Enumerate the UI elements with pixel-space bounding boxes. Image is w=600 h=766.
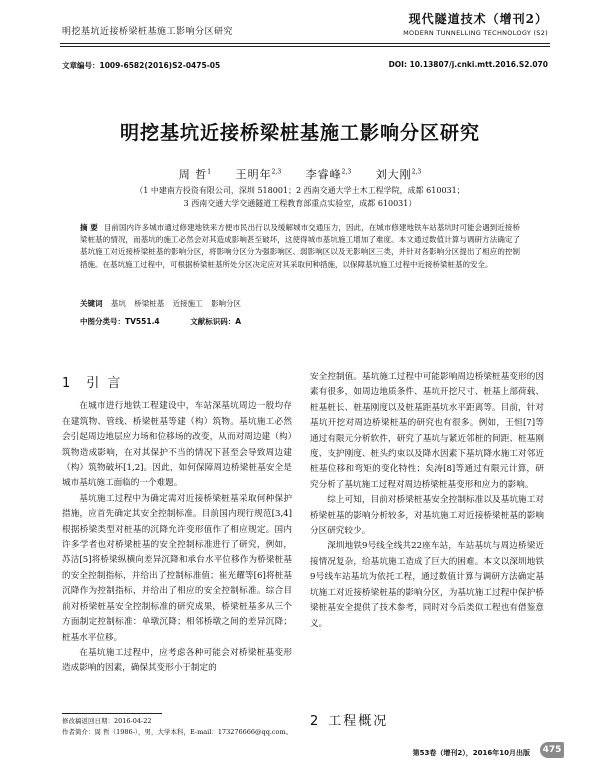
running-head	[0, 0, 600, 56]
abstract	[80, 222, 520, 271]
section-title: 引 言	[86, 376, 123, 391]
footnotes	[62, 716, 302, 738]
paragraph: 综上可知，目前对桥梁桩基安全控制标准以及基坑施工对桥梁桩基的影响分析较多，对基坑施工对近接桥梁桩基的影响分区研究较少。	[310, 495, 544, 537]
author: 李睿峰$^{2,3}$	[305, 168, 352, 181]
running-head-title: 明挖基坑近接桥梁桩基施工影响分区研究	[62, 27, 234, 37]
author: 周 哲$^1$	[178, 168, 212, 181]
section-heading	[62, 376, 292, 391]
section-number: 1	[62, 376, 73, 391]
article-ids	[62, 60, 548, 71]
section-title: 工程概况	[328, 714, 389, 729]
classification	[80, 316, 241, 327]
paragraph: 在基坑施工过程中，应考虑各种可能会对桥梁桩基变形造成影响的因素，确保其变形小于制定的	[62, 647, 292, 674]
paper-title: 明挖基坑近接桥梁桩基施工影响分区研究	[119, 122, 480, 144]
right-column	[310, 370, 544, 632]
header-rule	[60, 43, 550, 44]
volume-info: 第53卷（增刊2），2016年10月出版	[412, 749, 530, 757]
author: 王明年$^{2,3}$	[235, 168, 282, 181]
document-code: 文献标识码：A	[190, 317, 242, 326]
footnote-received: 修改稿返回日期：2016-04-22	[62, 717, 152, 725]
keyword: 桥梁桩基	[134, 299, 165, 308]
footnote-rule	[62, 713, 162, 714]
abstract-text: 目前国内许多城市通过修建地铁来方便市民出行以及缓解城市交通压力，因此，在城市修建地铁车站基坑时可能会遇到近接桥梁桩基的情况，而基坑的施工必然会对其造成影响甚至破坏，这使得城市基坑施工增加了难度。本文通过数值计算与调研方法确定了基坑施工对近接桥梁桩基的影响分区，将影响分区分为强影响区、弱影响区以及无影响区三类，并针对各影响分区提出了相应的控制措施。在基坑施工过程中，可根据桥梁桩基所处分区决定应对其采取何种措施，以保障基坑施工过程中近接桥梁桩基的安全。	[80, 223, 520, 269]
paragraph: 深圳地铁9号线全线共22座车站，车站基坑与周边桥梁近接情况复杂，给基坑施工造成了巨大的困难。本文以深圳地铁9号线车站基坑为依托工程，通过数值计算与调研方法确定基坑施工对近接桥梁桩基的影响分区，为基坑施工过程中保护桥梁桩基安全提供了技术参考，同时对今后类似工程也有借鉴意义。	[310, 541, 544, 629]
journal-name-en: MODERN TUNNELLING TECHNOLOGY (S2)	[403, 29, 548, 37]
paragraph: 在城市进行地铁工程建设中，车站深基坑周边一般均存在建筑物、管线、桥梁桩基等建（构）筑物。基坑施工必然会引起周边地层应力场和位移场的改变，从而对周边建（构）筑物造成影响，在对其保护不当的情况下甚至会导致周边建（构）筑物破坏[1,2]。因此，如何保障周边桥梁桩基安全是城市基坑施工面临的一个难题。	[62, 401, 292, 489]
clc-number: 中图分类号：TV551.4	[80, 317, 160, 326]
abstract-label: 摘 要	[80, 223, 98, 232]
affiliation-line: 3 西南交通大学交通隧道工程教育部重点实验室，成都 610031）	[183, 199, 417, 208]
author: 刘大刚$^{2,3}$	[375, 168, 422, 181]
affiliation-line: （1 中建南方投资有限公司，深圳 518001；2 西南交通大学土木工程学院，成都 610031；	[135, 186, 465, 195]
paragraph: 基坑施工过程中为确定需对近接桥梁桩基采取何种保护措施，应首先确定其安全控制标准。目前国内现行规范[3,4]根据桥梁类型对桩基的沉降允许变形值作了相应规定。国内许多学者也对桥梁桩基的安全控制标准进行了研究，例如，苏洁[5]将桥梁纵横向差异沉降和承台水平位移作为桥梁桩基的安全控制指标，并给出了控制标准值；崔光耀等[6]将桩基沉降作为控制指标，并给出了相应的安全控制标准。综合目前对桥梁桩基安全控制标准的研究成果，桥梁桩基多从三个方面制定控制标准：单墩沉降；相邻桥墩之间的差异沉降；桩基水平位移。	[62, 493, 292, 643]
section-number: 2	[310, 714, 321, 729]
keywords	[80, 298, 520, 309]
page-number: 475	[540, 742, 564, 758]
keywords-label: 关键词	[80, 299, 103, 308]
author-list	[0, 166, 600, 182]
keyword: 近接施工	[172, 299, 203, 308]
keyword: 影响分区	[211, 299, 242, 308]
paragraph: 安全控制值。基坑施工过程中可能影响周边桥梁桩基变形的因素有很多，如周边地质条件、基坑开挖尺寸、桩基上部荷载、桩基桩长、桩基刚度以及桩基距基坑水平距离等。目前，针对基坑开挖对周边桥梁桩基的研究也有很多。例如，王恒[7]等通过有限元分析软件，研究了基坑与紧近邻桩的间距、桩基刚度、支护刚度、桩头约束以及降水因素下基坑降水施工对邻近桩基位移和弯矩的变化特性；矣涛[8]等通过有限元计算，研究分析了基坑施工过程对周边桥梁桩基变形和应力的影响。	[310, 372, 544, 490]
header-rule-thin	[60, 46, 550, 47]
affiliations	[80, 184, 520, 210]
doi: DOI: 10.13807/j.cnki.mtt.2016.S2.070	[388, 60, 548, 69]
left-column	[62, 376, 292, 677]
section-heading	[310, 710, 388, 729]
keyword: 基坑	[110, 299, 126, 308]
footnote-author: 作者简介：周 哲（1986-），男，大学本科，E-mail：173276666@qq.com。	[62, 728, 293, 736]
article-number: 文章编号：1009-6582(2016)S2-0475-05	[62, 61, 221, 70]
journal-name-cn: 现代隧道技术（增刊2）	[408, 12, 548, 26]
